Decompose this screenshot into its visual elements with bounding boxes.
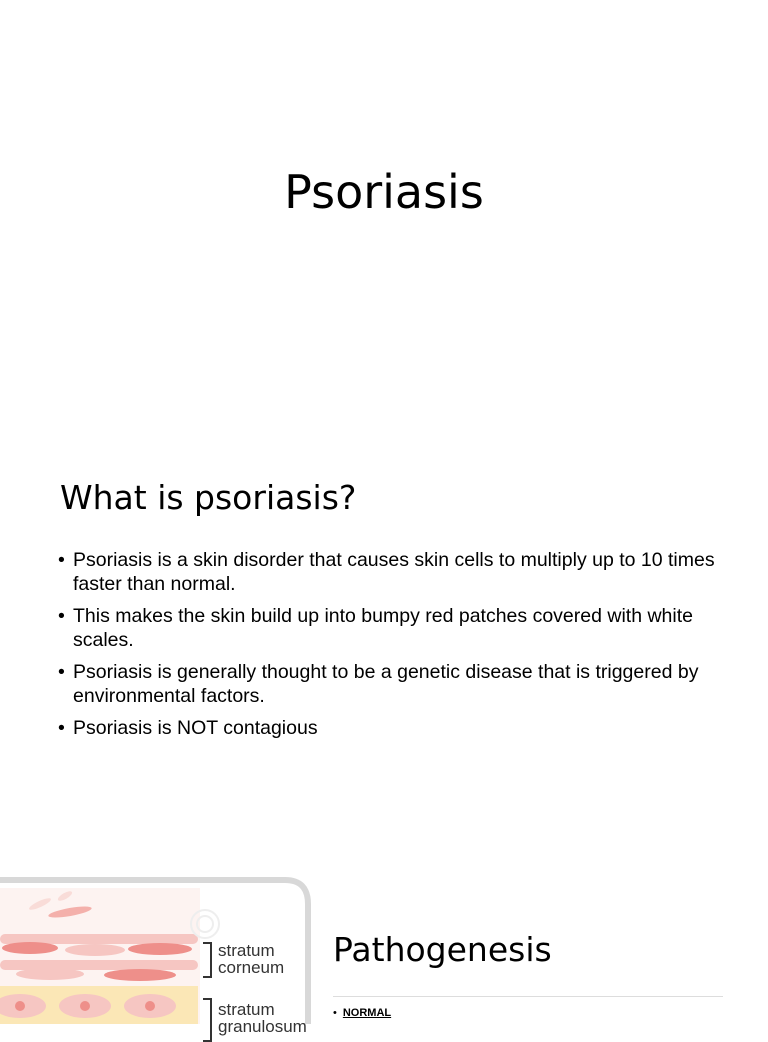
pathogenesis-slide (0, 860, 768, 1036)
bullet-item (58, 548, 718, 596)
bullet-item (58, 716, 718, 740)
bullet-text: Psoriasis is NOT contagious (73, 717, 318, 739)
list-item (333, 1006, 391, 1020)
granulosum-bracket (203, 998, 212, 1042)
definition-slide (0, 440, 768, 840)
bullet-text: Psoriasis is a skin disorder that causes skin cells to multiply up to 10 times faster than normal. (73, 549, 715, 595)
bullet-text: This makes the skin build up into bumpy red patches covered with white scales. (73, 605, 693, 651)
title-divider (333, 996, 723, 997)
slide-heading: Pathogenesis (333, 930, 552, 969)
bullet-icon: • (58, 717, 65, 739)
bullet-icon: • (333, 1007, 337, 1019)
skin-layers-illustration (0, 874, 312, 1036)
slide-heading: What is psoriasis? (60, 478, 357, 517)
stratum-granulosum-label: stratum granulosum (218, 1000, 307, 1036)
bullet-list (58, 548, 718, 748)
bullet-item (58, 604, 718, 652)
list-item-text: NORMAL (342, 1007, 392, 1019)
bullet-item (58, 660, 718, 708)
title-slide (0, 0, 768, 420)
bullet-icon: • (58, 661, 65, 683)
bullet-icon: • (58, 549, 65, 571)
slide-title: Psoriasis (284, 165, 484, 219)
bullet-icon: • (58, 605, 65, 627)
bullet-text: Psoriasis is generally thought to be a genetic disease that is triggered by environmental factors. (73, 661, 699, 707)
stratum-corneum-label: stratum corneum (218, 941, 285, 977)
corneum-bracket (203, 942, 212, 978)
